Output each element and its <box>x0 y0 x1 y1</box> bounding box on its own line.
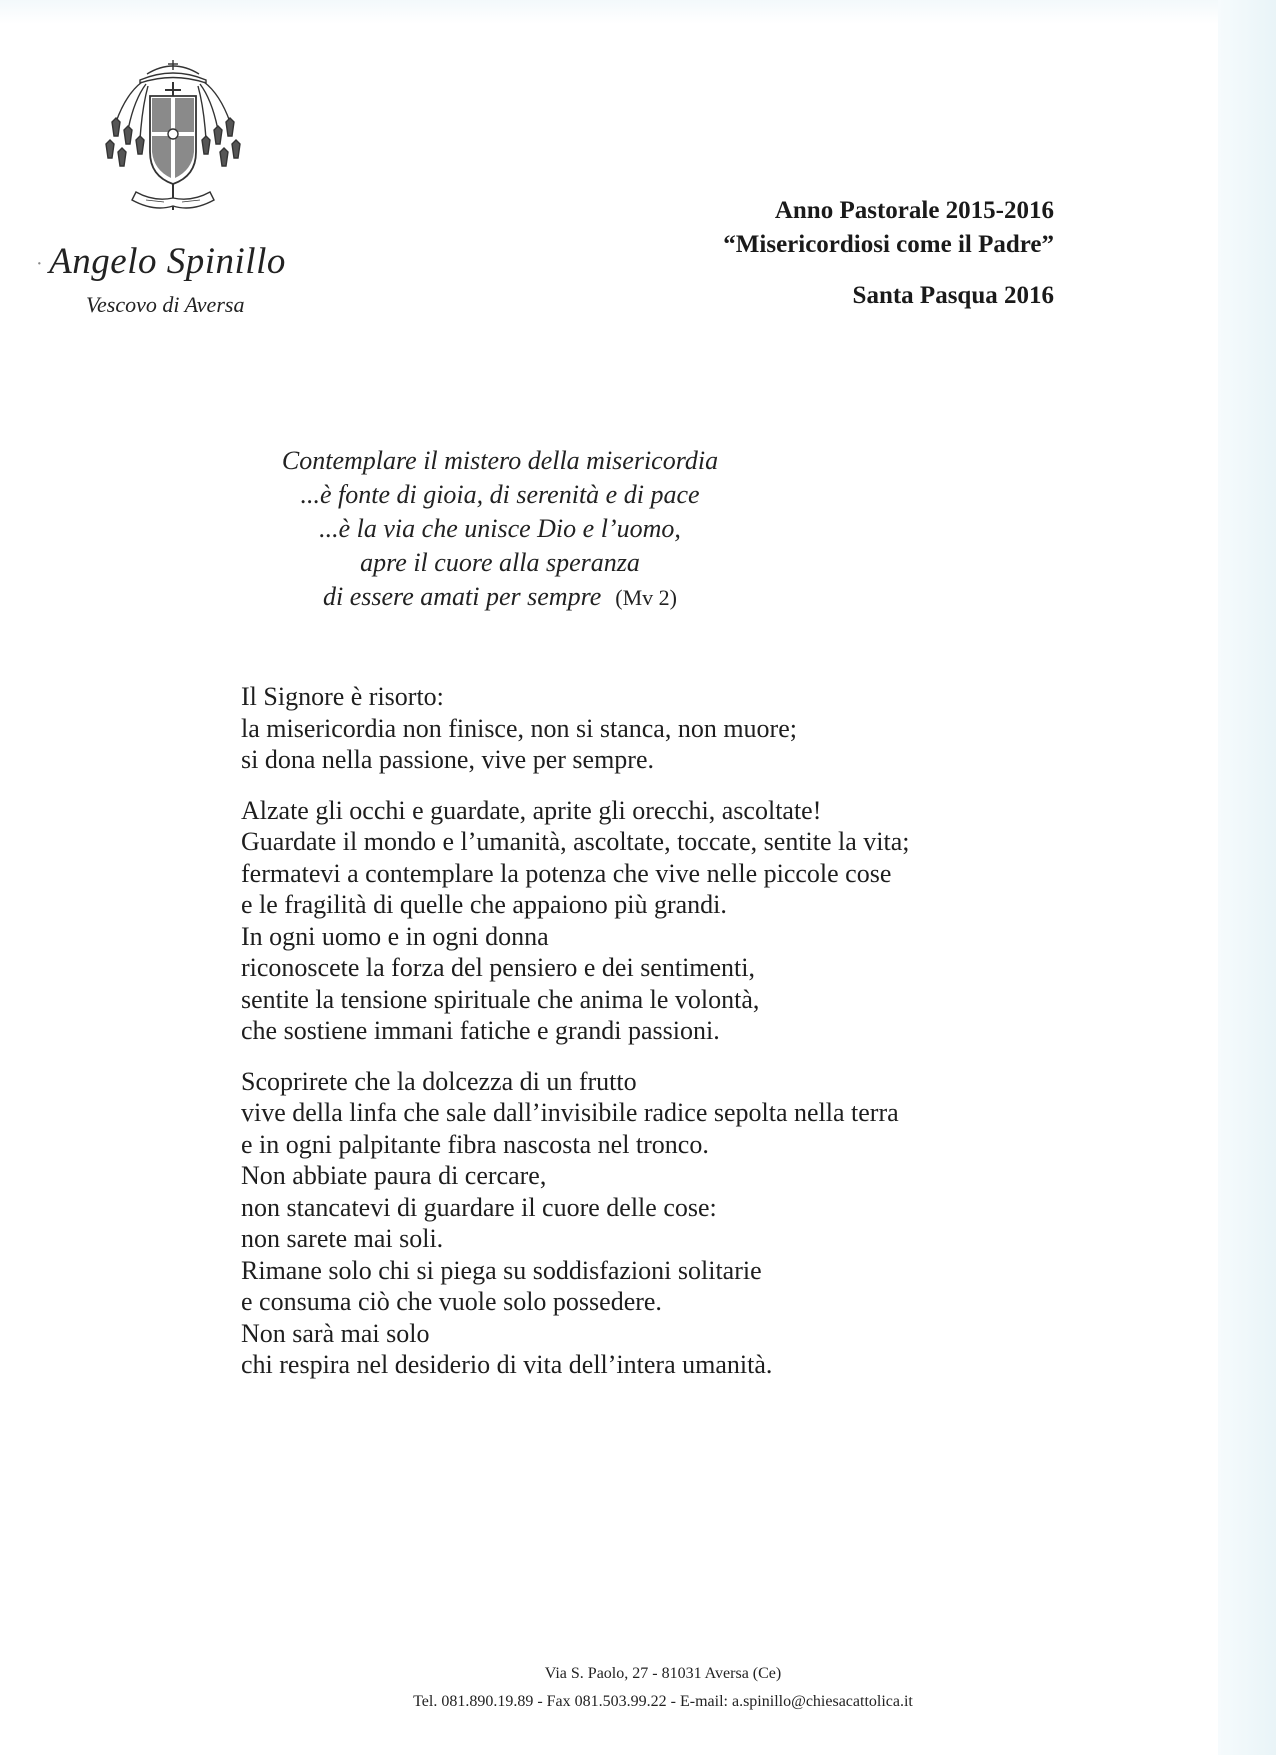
epigraph-reference: (Mv 2) <box>615 585 677 610</box>
verse: fermatevi a contemplare la potenza che vive nelle piccole cose <box>241 858 892 888</box>
pastoral-year: Anno Pastorale 2015-2016 <box>774 197 1054 224</box>
verse: Non sarà mai solo <box>241 1318 430 1348</box>
epigraph-line: ...è la via che unisce Dio e l’uomo, <box>319 514 681 543</box>
footer-contacts: Tel. 081.890.19.89 - Fax 081.503.99.22 - E-mail: a.spinillo@chiesacattolica.it <box>413 1693 913 1710</box>
feast-title: Santa Pasqua 2016 <box>852 282 1054 309</box>
epigraph-last-line <box>250 580 750 615</box>
epigraph-line: ...è fonte di gioia, di serenità e di pace <box>300 480 700 509</box>
epigraph-line: Contemplare il mistero della misericordia <box>281 446 719 475</box>
footer-address: Via S. Paolo, 27 - 81031 Aversa (Ce) <box>544 1665 782 1682</box>
verse: e le fragilità di quelle che appaiono più grandi. <box>241 890 727 919</box>
verse: non sarete mai soli. <box>241 1224 444 1253</box>
verse: la misericordia non finisce, non si stanca, non muore; <box>241 713 797 743</box>
verse: Alzate gli occhi e guardate, aprite gli orecchi, ascoltate! <box>241 795 822 825</box>
verse: chi respira nel desiderio di vita dell’intera umanità. <box>241 1350 773 1379</box>
verse: riconoscete la forza del pensiero e dei sentimenti, <box>241 953 756 982</box>
verse: e in ogni palpitante fibra nascosta nel tronco. <box>241 1129 709 1159</box>
verse: Rimane solo chi si piega su soddisfazioni solitarie <box>241 1255 762 1285</box>
letterhead-footer <box>0 1660 1276 1716</box>
letter-body <box>241 681 1031 1400</box>
coat-of-arms-icon <box>102 52 244 232</box>
author-name <box>36 240 336 283</box>
pastoral-theme: “Misericordiosi come il Padre” <box>723 231 1054 258</box>
author-role: Vescovo di Aversa <box>86 292 245 317</box>
document-header <box>723 194 1054 313</box>
verse: Guardate il mondo e l’umanità, ascoltate, toccate, sentite la vita; <box>241 827 910 856</box>
epigraph <box>250 444 750 615</box>
verse: Non abbiate paura di cercare, <box>241 1161 547 1190</box>
verse: si dona nella passione, vive per sempre. <box>241 745 654 774</box>
stanza-1 <box>241 681 1031 776</box>
author-name-text: Angelo Spinillo <box>49 241 286 282</box>
verse: che sostiene immani fatiche e grandi passioni. <box>241 1016 720 1045</box>
verse: Scoprirete che la dolcezza di un frutto <box>241 1066 637 1096</box>
verse: sentite la tensione spirituale che anima le volontà, <box>241 984 760 1014</box>
epigraph-line: di essere amati per sempre <box>323 582 602 611</box>
stanza-3 <box>241 1066 1031 1381</box>
verse: e consuma ciò che vuole solo possedere. <box>241 1287 662 1316</box>
verse: Il Signore è risorto: <box>241 682 444 711</box>
scan-right-edge <box>1218 0 1276 1755</box>
stanza-2 <box>241 795 1031 1047</box>
epigraph-line: apre il cuore alla speranza <box>360 548 640 577</box>
verse: In ogni uomo e in ogni donna <box>241 921 549 951</box>
verse: non stancatevi di guardare il cuore delle cose: <box>241 1192 717 1222</box>
scan-top-shade <box>0 0 1276 24</box>
margin-tick: · <box>36 253 44 276</box>
verse: vive della linfa che sale dall’invisibile radice sepolta nella terra <box>241 1098 899 1127</box>
